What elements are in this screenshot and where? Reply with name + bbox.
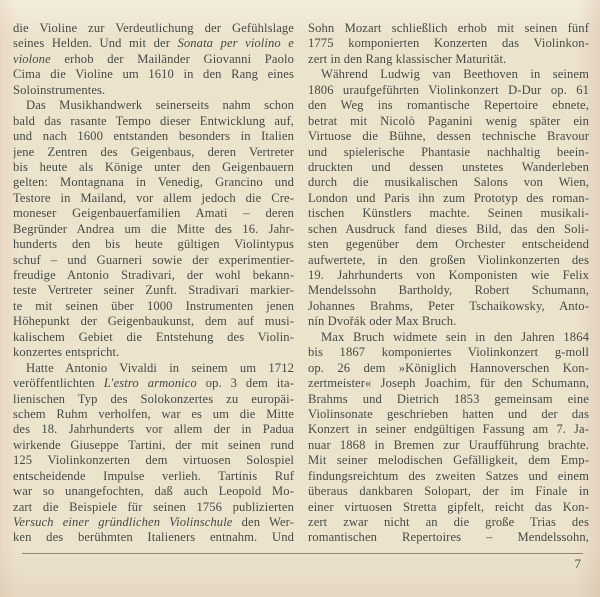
text-line: betrat mit Nicolò Paganini wenig später ein bbox=[308, 113, 589, 128]
text-line: druckten und dessen unstetes Wanderleben bbox=[308, 159, 589, 174]
text-line: Testore in Mailand, vor allem jedoch die Cre- bbox=[13, 190, 294, 205]
text-line: Violinsonate geschrieben hatten und der das bbox=[308, 406, 589, 421]
text-line: des 18. Jahrhunderts vor allem der in Padua bbox=[13, 422, 294, 437]
text-line: London und Paris ihn zum Prototyp des roman- bbox=[308, 190, 589, 205]
text-line: lienischen Typ des Solokonzertes zu europäi- bbox=[13, 391, 294, 406]
text-line: Brahms und Dietrich 1853 gemeinsam eine bbox=[308, 391, 589, 406]
text-line: moneser Geigenbauerfamilien Amati – deren bbox=[13, 206, 294, 221]
text-line: hunderts den bis heute gültigen Violintypus bbox=[13, 237, 294, 252]
text-line: ken des berühmten Italieners entnahm. Und bbox=[13, 530, 294, 545]
text-line: romantischen Repertoires – Mendelssohn, bbox=[308, 530, 589, 545]
text-line: te mit seinen über 1000 Instrumenten jenen bbox=[13, 298, 294, 313]
text-line: war so unangefochten, daß auch Leopold Mo- bbox=[13, 484, 294, 499]
text-line: den Weg ins romantische Repertoire ebnete, bbox=[308, 98, 589, 113]
text-line: entscheidende Impulse verlieh. Tartinis Ruf bbox=[13, 468, 294, 483]
text-line: und nach 1600 entstanden besonders in Italien bbox=[13, 129, 294, 144]
text-line: zertmeister« Joseph Joachim, für den Schumann, bbox=[308, 376, 589, 391]
italic-text: violone bbox=[13, 51, 51, 66]
text-column-left bbox=[13, 21, 294, 549]
text-line: Virtuose die Bühne, dessen technische Bravour bbox=[308, 129, 589, 144]
text-line: veröffentlichten L'estro armonico op. 3 dem ita- bbox=[13, 376, 294, 391]
text-line: gelten: Montagnana in Venedig, Grancino und bbox=[13, 175, 294, 190]
text-line: konzertes entspricht. bbox=[13, 345, 120, 360]
text-line: Sohn Mozart schließlich erhob mit seinen fünf bbox=[308, 21, 589, 35]
text-line: nín Dvořák oder Max Bruch. bbox=[308, 314, 457, 329]
italic-text: Versuch einer gründlichen Violinschule bbox=[13, 515, 233, 529]
text-line: bald das rasante Tempo dieser Entwicklung auf, bbox=[13, 113, 294, 128]
text-line: Johannes Brahms, Peter Tschaikowsky, Anto- bbox=[308, 298, 589, 313]
text-line: Das Musikhandwerk seinerseits nahm schon bbox=[26, 98, 294, 113]
text-line: 1775 komponierten Konzerten das Violinkon- bbox=[308, 36, 589, 51]
text-line: Konzert in seiner endgültigen Fassung am 7. Ja- bbox=[308, 422, 589, 437]
text-line: Versuch einer gründlichen Violinschule den Wer- bbox=[13, 515, 294, 529]
text-line: Cima die Violine um 1610 in den Rang eines bbox=[13, 67, 294, 82]
text-line: überaus dankbaren Solopart, der im Finale in bbox=[308, 484, 589, 499]
text-line: 125 Violinkonzerten dem virtuosen Solospiel bbox=[13, 453, 294, 468]
text-line: Mendelssohn Bartholdy, Robert Schumann, bbox=[308, 283, 589, 298]
text-line: Während Ludwig van Beethoven in seinem bbox=[321, 67, 589, 82]
text-line: jene Zentren des Geigenbaus, deren Vertreter bbox=[13, 144, 294, 159]
text-line: zert zwar nicht an die große Trias des bbox=[308, 515, 589, 529]
text-line: einer virtuosen Stretta gipfelt, reicht das Kon- bbox=[308, 499, 589, 514]
text-line: Höhepunkt der Geigenbaukunst, dem auf musi- bbox=[13, 314, 294, 329]
text-line: die Violine zur Verdeutlichung der Gefühlslage bbox=[13, 21, 294, 35]
text-columns bbox=[13, 21, 589, 549]
text-line: schuf – und Guarneri sowie der experimentier- bbox=[13, 252, 294, 267]
text-line: Mit seiner melodischen Gefälligkeit, dem Emp- bbox=[308, 453, 589, 468]
text-line: und spielerische Phantasie nachhaltig beein- bbox=[308, 144, 589, 159]
text-line: schem Ruhm verholfen, war es um die Mitte bbox=[13, 406, 294, 421]
text-line: teste Vertreter seiner Zunft. Stradivari markier- bbox=[13, 283, 294, 298]
page-number: 7 bbox=[574, 556, 581, 571]
text-line: bis heute als Könige unter den Geigenbauern bbox=[13, 159, 294, 174]
text-line: sten gegenüber dem Orchester entscheidend bbox=[308, 237, 589, 252]
text-line: tischen Künstlers machte. Seinen musikali- bbox=[308, 206, 589, 221]
text-line: kalischem Gebiet die Entstehung des Violin- bbox=[13, 329, 294, 344]
text-line: aufwertete, in den großen Violinkonzerten des bbox=[308, 252, 589, 267]
italic-text: L'estro armonico bbox=[103, 376, 197, 391]
text-line: Hatte Antonio Vivaldi in seinem um 1712 bbox=[26, 360, 294, 375]
text-line: Max Bruch widmete sein in den Jahren 1864 bbox=[321, 329, 589, 344]
text-line: Soloinstrumentes. bbox=[13, 82, 106, 97]
text-line: nuar 1868 in Bremen zur Uraufführung brachte. bbox=[308, 437, 589, 452]
text-line: Begründer Andrea um die Mitte des 16. Jahr- bbox=[13, 221, 294, 236]
text-line: op. 26 dem »Königlich Hannoverschen Kon- bbox=[308, 360, 589, 375]
text-line: wirkende Giuseppe Tartini, der mit seinen rund bbox=[13, 437, 294, 452]
text-line: durch die musikalischen Salons von Wien, bbox=[308, 175, 589, 190]
text-line: freudige Antonio Stradivari, der wohl bekann- bbox=[13, 268, 294, 282]
footer-rule bbox=[22, 553, 583, 554]
text-line: bis 1867 komponiertes Violinkonzert g-moll bbox=[308, 345, 589, 360]
text-line: schen Ausdruck fand dieses Bild, das den Soli- bbox=[308, 221, 589, 236]
italic-text: Sonata per violino e bbox=[177, 36, 294, 51]
text-line: zart die Beispiele für seinen 1756 publizierten bbox=[13, 499, 294, 514]
text-line: 19. Jahrhunderts von Komponisten wie Felix bbox=[308, 268, 589, 282]
text-column-right bbox=[308, 21, 589, 549]
text-line: violone erhob der Mailänder Giovanni Paolo bbox=[13, 51, 294, 66]
text-line: zert in den Rang klassischer Maturität. bbox=[308, 51, 507, 66]
text-line: seines Helden. Und mit der Sonata per violino e bbox=[13, 36, 294, 51]
text-line: 1806 uraufgeführten Violinkonzert D-Dur op. 61 bbox=[308, 82, 589, 97]
text-line: findungsreichtum des zweiten Satzes und einem bbox=[308, 468, 589, 483]
